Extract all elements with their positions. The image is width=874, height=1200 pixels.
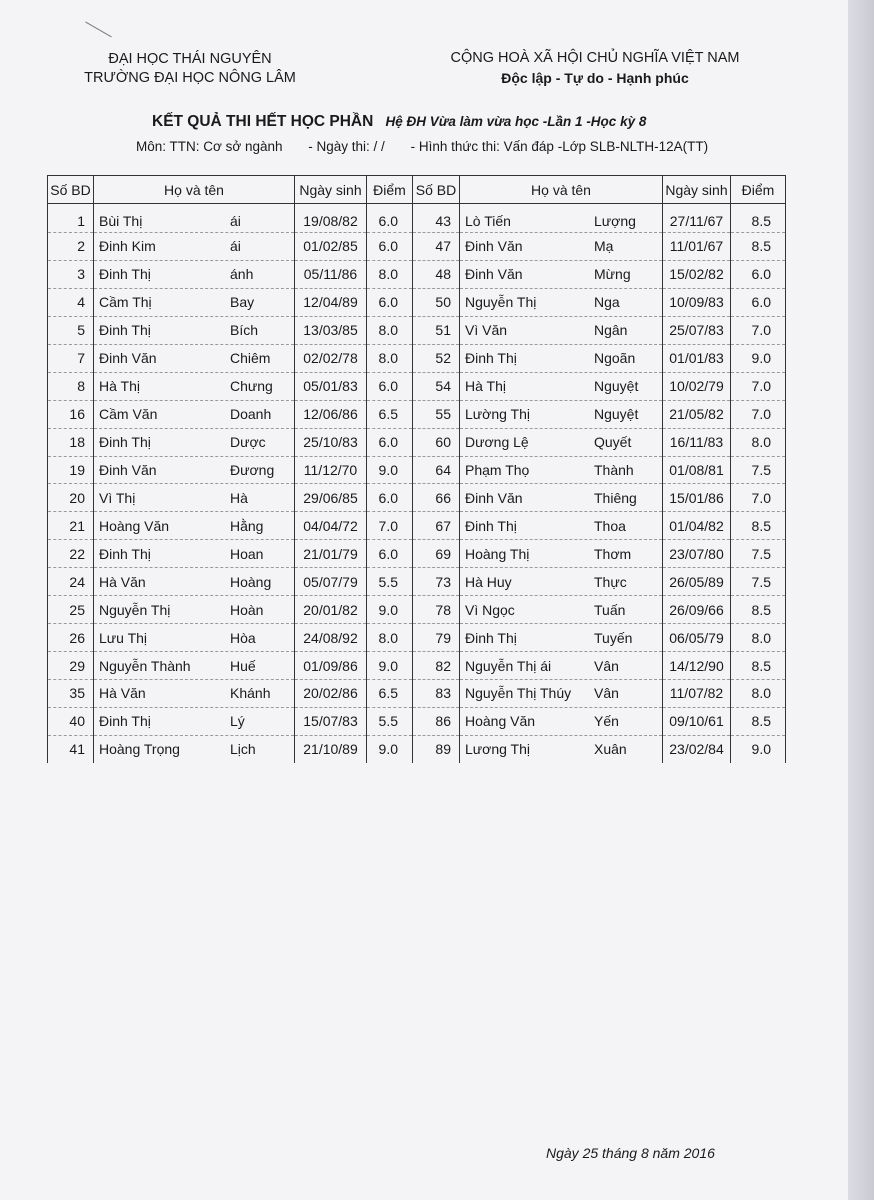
student-name xyxy=(94,596,295,624)
last-name: Vì Văn xyxy=(465,322,508,339)
score: 8.5 xyxy=(731,596,786,624)
last-name: Hà Văn xyxy=(99,573,146,590)
student-number: 86 xyxy=(413,707,460,735)
first-name: Doanh xyxy=(230,406,272,423)
last-name: Hoàng Văn xyxy=(465,713,536,730)
last-name: Hà Văn xyxy=(99,685,146,702)
col-header-name: Họ và tên xyxy=(460,176,663,204)
last-name: Đinh Thị xyxy=(99,545,151,562)
exam-date-label: - Ngày thi: / / xyxy=(308,139,385,154)
date-of-birth: 21/01/79 xyxy=(295,540,367,568)
score: 8.0 xyxy=(731,624,786,652)
student-number: 4 xyxy=(48,288,94,316)
results-table xyxy=(47,175,786,763)
student-number: 20 xyxy=(48,484,94,512)
score: 9.0 xyxy=(367,652,413,680)
date-of-birth: 11/12/70 xyxy=(295,456,367,484)
score: 8.5 xyxy=(731,512,786,540)
table-row xyxy=(48,512,786,540)
col-header-dob: Ngày sinh xyxy=(295,176,367,204)
table-body xyxy=(48,204,786,763)
student-number: 79 xyxy=(413,624,460,652)
student-name xyxy=(460,652,663,680)
last-name: Đinh Thị xyxy=(465,629,517,646)
score: 7.0 xyxy=(731,316,786,344)
date-of-birth: 19/08/82 xyxy=(295,204,367,233)
student-number: 48 xyxy=(413,260,460,288)
student-name xyxy=(460,596,663,624)
first-name: Ngân xyxy=(594,322,628,339)
student-number: 69 xyxy=(413,540,460,568)
student-number: 54 xyxy=(413,372,460,400)
date-of-birth: 15/07/83 xyxy=(295,707,367,735)
last-name: Hà Thị xyxy=(99,378,140,395)
col-header-no: Số BD xyxy=(48,176,94,204)
col-header-name: Họ và tên xyxy=(94,176,295,204)
student-name xyxy=(94,680,295,708)
student-name xyxy=(460,260,663,288)
score: 9.0 xyxy=(731,344,786,372)
last-name: Đinh Văn xyxy=(465,238,523,255)
country-name: CỘNG HOÀ XÃ HỘI CHỦ NGHĨA VIỆT NAM xyxy=(450,50,740,66)
score: 7.0 xyxy=(367,512,413,540)
first-name: Lý xyxy=(230,713,245,730)
score: 6.0 xyxy=(367,540,413,568)
first-name: Thành xyxy=(594,461,634,478)
score: 7.5 xyxy=(731,456,786,484)
score: 8.0 xyxy=(367,316,413,344)
last-name: Hoàng Văn xyxy=(99,517,170,534)
student-number: 66 xyxy=(413,484,460,512)
col-header-no: Số BD xyxy=(413,176,460,204)
score: 8.5 xyxy=(731,707,786,735)
table-row xyxy=(48,735,786,762)
first-name: Khánh xyxy=(230,685,271,702)
last-name: Vì Ngọc xyxy=(465,601,515,618)
student-number: 25 xyxy=(48,596,94,624)
student-number: 52 xyxy=(413,344,460,372)
date-of-birth: 02/02/78 xyxy=(295,344,367,372)
last-name: Bùi Thị xyxy=(99,213,143,229)
first-name: Hoan xyxy=(230,545,264,562)
col-header-dob: Ngày sinh xyxy=(663,176,731,204)
first-name: Hoàng xyxy=(230,573,272,590)
date-of-birth: 15/01/86 xyxy=(663,484,731,512)
student-number: 21 xyxy=(48,512,94,540)
student-name xyxy=(94,652,295,680)
score: 7.0 xyxy=(731,372,786,400)
date-of-birth: 01/08/81 xyxy=(663,456,731,484)
first-name: Tuấn xyxy=(594,601,626,618)
student-number: 29 xyxy=(48,652,94,680)
first-name: Hoàn xyxy=(230,601,264,618)
last-name: Đinh Thị xyxy=(99,322,151,339)
national-motto: Độc lập - Tự do - Hạnh phúc xyxy=(501,70,689,86)
first-name: ái xyxy=(230,238,241,255)
date-of-birth: 21/05/82 xyxy=(663,400,731,428)
score: 6.0 xyxy=(367,204,413,233)
student-name xyxy=(94,316,295,344)
score: 7.5 xyxy=(731,568,786,596)
first-name: Hòa xyxy=(230,629,256,646)
last-name: Hà Huy xyxy=(465,573,512,590)
document-title xyxy=(152,113,646,131)
table-row xyxy=(48,707,786,735)
student-number: 2 xyxy=(48,233,94,261)
score: 7.0 xyxy=(731,400,786,428)
date-of-birth: 01/02/85 xyxy=(295,233,367,261)
student-number: 26 xyxy=(48,624,94,652)
score: 6.0 xyxy=(367,288,413,316)
table-row xyxy=(48,652,786,680)
first-name: Bay xyxy=(230,294,255,311)
first-name: Nguyệt xyxy=(594,406,639,423)
first-name: Chưng xyxy=(230,378,273,395)
student-number: 16 xyxy=(48,400,94,428)
first-name: Hằng xyxy=(230,517,264,534)
first-name: Lượng xyxy=(594,213,636,229)
student-number: 3 xyxy=(48,260,94,288)
col-header-score: Điểm xyxy=(731,176,786,204)
date-of-birth: 23/07/80 xyxy=(663,540,731,568)
student-name xyxy=(94,735,295,762)
table-row xyxy=(48,400,786,428)
last-name: Nguyễn Thị Thúy xyxy=(465,685,572,702)
first-name: Bích xyxy=(230,322,259,339)
score: 8.0 xyxy=(731,680,786,708)
score: 7.0 xyxy=(731,484,786,512)
last-name: Lò Tiến xyxy=(465,213,511,229)
score: 6.0 xyxy=(367,233,413,261)
last-name: Lương Thị xyxy=(465,741,530,758)
score: 6.5 xyxy=(367,400,413,428)
student-name xyxy=(94,568,295,596)
last-name: Đinh Văn xyxy=(465,489,523,506)
student-number: 1 xyxy=(48,204,94,233)
student-name xyxy=(94,344,295,372)
first-name: Yến xyxy=(594,713,619,730)
first-name: Thực xyxy=(594,573,627,590)
date-of-birth: 06/05/79 xyxy=(663,624,731,652)
date-of-birth: 05/01/83 xyxy=(295,372,367,400)
student-name xyxy=(94,624,295,652)
student-number: 60 xyxy=(413,428,460,456)
date-of-birth: 05/11/86 xyxy=(295,260,367,288)
last-name: Đinh Văn xyxy=(465,266,523,283)
student-name xyxy=(94,456,295,484)
date-of-birth: 11/07/82 xyxy=(663,680,731,708)
first-name: Huế xyxy=(230,657,256,674)
table-row xyxy=(48,204,786,233)
student-number: 89 xyxy=(413,735,460,762)
score: 6.5 xyxy=(367,680,413,708)
date-of-birth: 26/09/66 xyxy=(663,596,731,624)
student-name xyxy=(460,372,663,400)
date-of-birth: 15/02/82 xyxy=(663,260,731,288)
last-name: Cầm Văn xyxy=(99,406,158,423)
student-name xyxy=(94,428,295,456)
student-name xyxy=(460,316,663,344)
title-detail: Hệ ĐH Vừa làm vừa học -Lần 1 -Học kỳ 8 xyxy=(385,114,647,129)
score: 7.5 xyxy=(731,540,786,568)
first-name: Nguyệt xyxy=(594,378,639,395)
last-name: Đinh Kim xyxy=(99,238,156,255)
signing-date: Ngày 25 tháng 8 năm 2016 xyxy=(546,1145,715,1161)
first-name: Hà xyxy=(230,489,248,506)
table-row xyxy=(48,596,786,624)
student-number: 35 xyxy=(48,680,94,708)
date-of-birth: 10/02/79 xyxy=(663,372,731,400)
student-name xyxy=(460,568,663,596)
first-name: Tuyến xyxy=(594,629,633,646)
score: 8.0 xyxy=(367,344,413,372)
last-name: Đinh Thị xyxy=(99,713,151,730)
last-name: Lưu Thị xyxy=(99,629,148,646)
student-number: 78 xyxy=(413,596,460,624)
score: 9.0 xyxy=(367,456,413,484)
table-row xyxy=(48,484,786,512)
student-number: 67 xyxy=(413,512,460,540)
student-name xyxy=(460,680,663,708)
first-name: Dược xyxy=(230,434,266,451)
page-edge-shadow xyxy=(848,0,874,1200)
last-name: Đinh Văn xyxy=(99,350,157,367)
last-name: Hoàng Trọng xyxy=(99,741,180,758)
student-name xyxy=(460,344,663,372)
student-name xyxy=(460,400,663,428)
student-number: 47 xyxy=(413,233,460,261)
table-row xyxy=(48,680,786,708)
student-name xyxy=(94,372,295,400)
table-row xyxy=(48,288,786,316)
student-name xyxy=(460,456,663,484)
first-name: ánh xyxy=(230,266,254,283)
student-number: 82 xyxy=(413,652,460,680)
student-name xyxy=(460,484,663,512)
date-of-birth: 01/04/82 xyxy=(663,512,731,540)
student-number: 50 xyxy=(413,288,460,316)
last-name: Phạm Thọ xyxy=(465,461,530,478)
first-name: Đương xyxy=(230,461,275,478)
table-row xyxy=(48,316,786,344)
date-of-birth: 29/06/85 xyxy=(295,484,367,512)
last-name: Đinh Thị xyxy=(99,266,151,283)
last-name: Nguyễn Thị ái xyxy=(465,657,552,674)
date-of-birth: 13/03/85 xyxy=(295,316,367,344)
date-of-birth: 12/04/89 xyxy=(295,288,367,316)
date-of-birth: 20/02/86 xyxy=(295,680,367,708)
date-of-birth: 27/11/67 xyxy=(663,204,731,233)
table-row xyxy=(48,233,786,261)
score: 6.0 xyxy=(367,484,413,512)
student-name xyxy=(94,512,295,540)
student-number: 40 xyxy=(48,707,94,735)
first-name: Vân xyxy=(594,685,619,702)
student-name xyxy=(460,624,663,652)
student-number: 83 xyxy=(413,680,460,708)
first-name: Chiêm xyxy=(230,350,271,367)
date-of-birth: 16/11/83 xyxy=(663,428,731,456)
first-name: Thoa xyxy=(594,517,626,534)
date-of-birth: 26/05/89 xyxy=(663,568,731,596)
student-number: 19 xyxy=(48,456,94,484)
col-header-score: Điểm xyxy=(367,176,413,204)
title-main: KẾT QUẢ THI HẾT HỌC PHẦN xyxy=(152,113,374,130)
last-name: Hà Thị xyxy=(465,378,506,395)
score: 5.5 xyxy=(367,707,413,735)
student-name xyxy=(460,233,663,261)
first-name: Thơm xyxy=(594,545,632,562)
date-of-birth: 14/12/90 xyxy=(663,652,731,680)
table-row xyxy=(48,456,786,484)
first-name: Quyết xyxy=(594,434,632,451)
score: 9.0 xyxy=(367,735,413,762)
student-number: 7 xyxy=(48,344,94,372)
student-number: 41 xyxy=(48,735,94,762)
score: 6.0 xyxy=(731,288,786,316)
score: 8.0 xyxy=(367,260,413,288)
student-number: 24 xyxy=(48,568,94,596)
student-name xyxy=(460,540,663,568)
score: 8.0 xyxy=(731,428,786,456)
student-number: 73 xyxy=(413,568,460,596)
date-of-birth: 25/10/83 xyxy=(295,428,367,456)
date-of-birth: 01/01/83 xyxy=(663,344,731,372)
table-row xyxy=(48,428,786,456)
exam-info xyxy=(136,139,730,154)
table-row xyxy=(48,624,786,652)
score: 9.0 xyxy=(731,735,786,762)
date-of-birth: 11/01/67 xyxy=(663,233,731,261)
student-name xyxy=(460,204,663,233)
student-number: 64 xyxy=(413,456,460,484)
last-name: Hoàng Thị xyxy=(465,545,530,562)
date-of-birth: 25/07/83 xyxy=(663,316,731,344)
school-name: TRƯỜNG ĐẠI HỌC NÔNG LÂM xyxy=(84,70,296,86)
exam-form-label: - Hình thức thi: Vấn đáp -Lớp SLB-NLTH-12A(TT) xyxy=(410,139,709,154)
last-name: Vì Thị xyxy=(99,489,136,506)
score: 6.0 xyxy=(367,428,413,456)
paper-mark xyxy=(78,22,111,50)
first-name: Xuân xyxy=(594,741,627,758)
last-name: Nguyễn Thành xyxy=(99,657,191,674)
student-name xyxy=(94,540,295,568)
student-number: 22 xyxy=(48,540,94,568)
institution-header xyxy=(70,50,310,88)
first-name: ái xyxy=(230,213,241,229)
date-of-birth: 12/06/86 xyxy=(295,400,367,428)
student-number: 18 xyxy=(48,428,94,456)
student-number: 8 xyxy=(48,372,94,400)
student-number: 55 xyxy=(413,400,460,428)
first-name: Mừng xyxy=(594,266,631,283)
first-name: Ngoãn xyxy=(594,350,636,367)
last-name: Dương Lệ xyxy=(465,434,529,451)
last-name: Đinh Thị xyxy=(99,434,151,451)
date-of-birth: 05/07/79 xyxy=(295,568,367,596)
date-of-birth: 20/01/82 xyxy=(295,596,367,624)
student-name xyxy=(94,484,295,512)
university-name: ĐẠI HỌC THÁI NGUYÊN xyxy=(108,51,272,67)
student-name xyxy=(460,428,663,456)
student-number: 5 xyxy=(48,316,94,344)
score: 5.5 xyxy=(367,568,413,596)
table-row xyxy=(48,540,786,568)
date-of-birth: 23/02/84 xyxy=(663,735,731,762)
score: 8.5 xyxy=(731,652,786,680)
date-of-birth: 04/04/72 xyxy=(295,512,367,540)
first-name: Mạ xyxy=(594,238,614,255)
student-name xyxy=(460,512,663,540)
date-of-birth: 24/08/92 xyxy=(295,624,367,652)
student-name xyxy=(460,707,663,735)
student-name xyxy=(94,204,295,233)
table-row xyxy=(48,372,786,400)
table-row xyxy=(48,344,786,372)
student-name xyxy=(94,260,295,288)
last-name: Nguyễn Thị xyxy=(99,601,171,618)
score: 8.5 xyxy=(731,204,786,233)
last-name: Đinh Thị xyxy=(465,517,517,534)
date-of-birth: 21/10/89 xyxy=(295,735,367,762)
score: 8.5 xyxy=(731,233,786,261)
first-name: Thiêng xyxy=(594,489,637,506)
score: 6.0 xyxy=(367,372,413,400)
table-row xyxy=(48,568,786,596)
table-header-row xyxy=(48,176,786,204)
score: 9.0 xyxy=(367,596,413,624)
student-name xyxy=(460,288,663,316)
score: 6.0 xyxy=(731,260,786,288)
score: 8.0 xyxy=(367,624,413,652)
student-name xyxy=(94,400,295,428)
subject-label: Môn: TTN: Cơ sở ngành xyxy=(136,139,283,154)
last-name: Cầm Thị xyxy=(99,294,152,311)
table-row xyxy=(48,260,786,288)
first-name: Vân xyxy=(594,657,619,674)
last-name: Đinh Văn xyxy=(99,461,157,478)
student-name xyxy=(94,288,295,316)
student-name xyxy=(460,735,663,762)
date-of-birth: 09/10/61 xyxy=(663,707,731,735)
first-name: Lịch xyxy=(230,741,256,758)
last-name: Đinh Thị xyxy=(465,350,517,367)
date-of-birth: 01/09/86 xyxy=(295,652,367,680)
national-header xyxy=(425,48,765,88)
last-name: Nguyễn Thị xyxy=(465,294,537,311)
last-name: Lường Thị xyxy=(465,406,530,423)
student-number: 51 xyxy=(413,316,460,344)
student-name xyxy=(94,233,295,261)
date-of-birth: 10/09/83 xyxy=(663,288,731,316)
student-number: 43 xyxy=(413,204,460,233)
first-name: Nga xyxy=(594,294,620,311)
student-name xyxy=(94,707,295,735)
